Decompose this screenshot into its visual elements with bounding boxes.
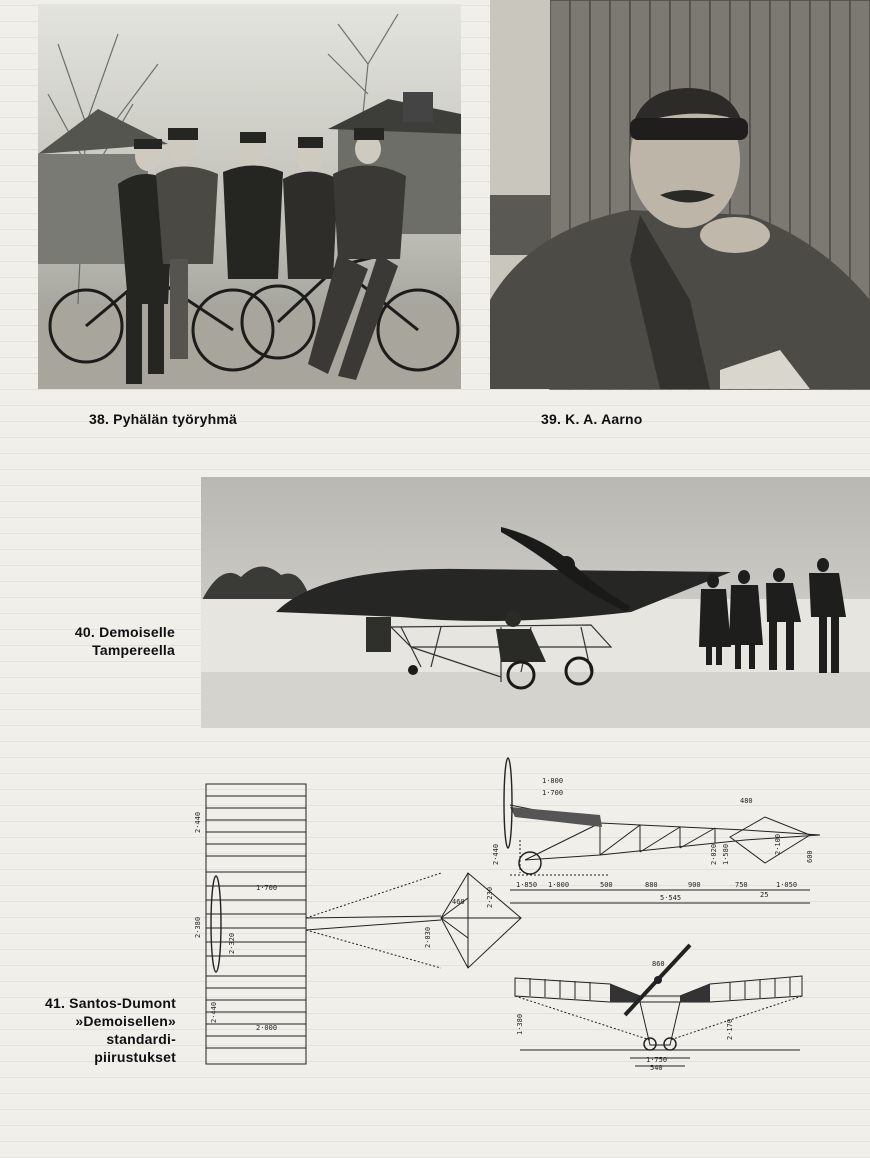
caption-41-line-1	[20, 994, 176, 1012]
front-dim-1750: 1·750	[646, 1056, 668, 1064]
side-dim-850: 1·850	[516, 881, 538, 889]
plan-dim-2440-top: 2·440	[194, 811, 202, 833]
caption-41-line-2: »Demoisellen»	[75, 1013, 176, 1029]
caption-41	[20, 994, 176, 1066]
caption-38	[89, 410, 349, 428]
drawing-41-plan-view	[196, 778, 526, 1068]
plan-dim-2380: 2·380	[194, 916, 202, 938]
caption-40-line-2: Tampereella	[92, 642, 175, 658]
caption-38-text: Pyhälän työryhmä	[113, 411, 237, 427]
caption-41-line-3: standardi-	[106, 1031, 176, 1047]
caption-40-number: 40.	[74, 624, 95, 640]
front-dim-860: 860	[652, 960, 665, 968]
plan-dim-2230: 2·230	[486, 886, 494, 908]
caption-39-text: K. A. Aarno	[565, 411, 643, 427]
front-dim-540: 540	[650, 1064, 663, 1072]
caption-40	[30, 623, 175, 659]
plan-dim-460: 460	[452, 898, 465, 906]
caption-39-number: 39.	[541, 411, 562, 427]
plan-dim-2000: 2·000	[256, 1024, 278, 1032]
caption-41-number: 41.	[45, 995, 66, 1011]
caption-41-line-1-text: Santos-Dumont	[69, 995, 176, 1011]
side-dim-1580: 1·580	[722, 843, 730, 865]
side-dim-1800: 1·800	[542, 777, 564, 785]
side-dim-2100: 2·100	[774, 833, 782, 855]
side-dim-1000: 1·000	[548, 881, 570, 889]
caption-41-line-4: piirustukset	[94, 1049, 176, 1065]
side-dim-750: 750	[735, 881, 748, 889]
side-dim-5545: 5·545	[660, 894, 682, 902]
plan-dim-2440-bottom: 2·440	[210, 1001, 218, 1023]
plan-dim-1700: 1·700	[256, 884, 278, 892]
drawing-41-side-view	[490, 755, 825, 910]
front-dim-2170: 2·170	[726, 1018, 734, 1040]
side-dim-2020: 2·020	[710, 843, 718, 865]
plan-dim-2320: 2·320	[228, 932, 236, 954]
side-dim-600: 600	[806, 850, 814, 863]
side-dim-500: 500	[600, 881, 613, 889]
photo-40-demoiselle-tampere	[201, 477, 870, 728]
photo-39-portrait	[490, 0, 870, 389]
side-dim-480: 480	[740, 797, 753, 805]
plan-dim-2030: 2·030	[424, 926, 432, 948]
side-dim-1700: 1·700	[542, 789, 564, 797]
side-dim-900: 900	[688, 881, 701, 889]
photo-38-work-group	[38, 4, 461, 389]
side-dim-25: 25	[760, 891, 769, 899]
caption-39	[541, 410, 741, 428]
front-dim-1380: 1·380	[516, 1013, 524, 1035]
caption-38-number: 38.	[89, 411, 110, 427]
side-dim-1050: 1·050	[776, 881, 798, 889]
caption-40-line-1	[30, 623, 175, 641]
side-dim-2440: 2·440	[492, 843, 500, 865]
drawing-41-front-view	[510, 940, 810, 1070]
caption-40-line-1-text: Demoiselle	[99, 624, 175, 640]
side-dim-880: 880	[645, 881, 658, 889]
